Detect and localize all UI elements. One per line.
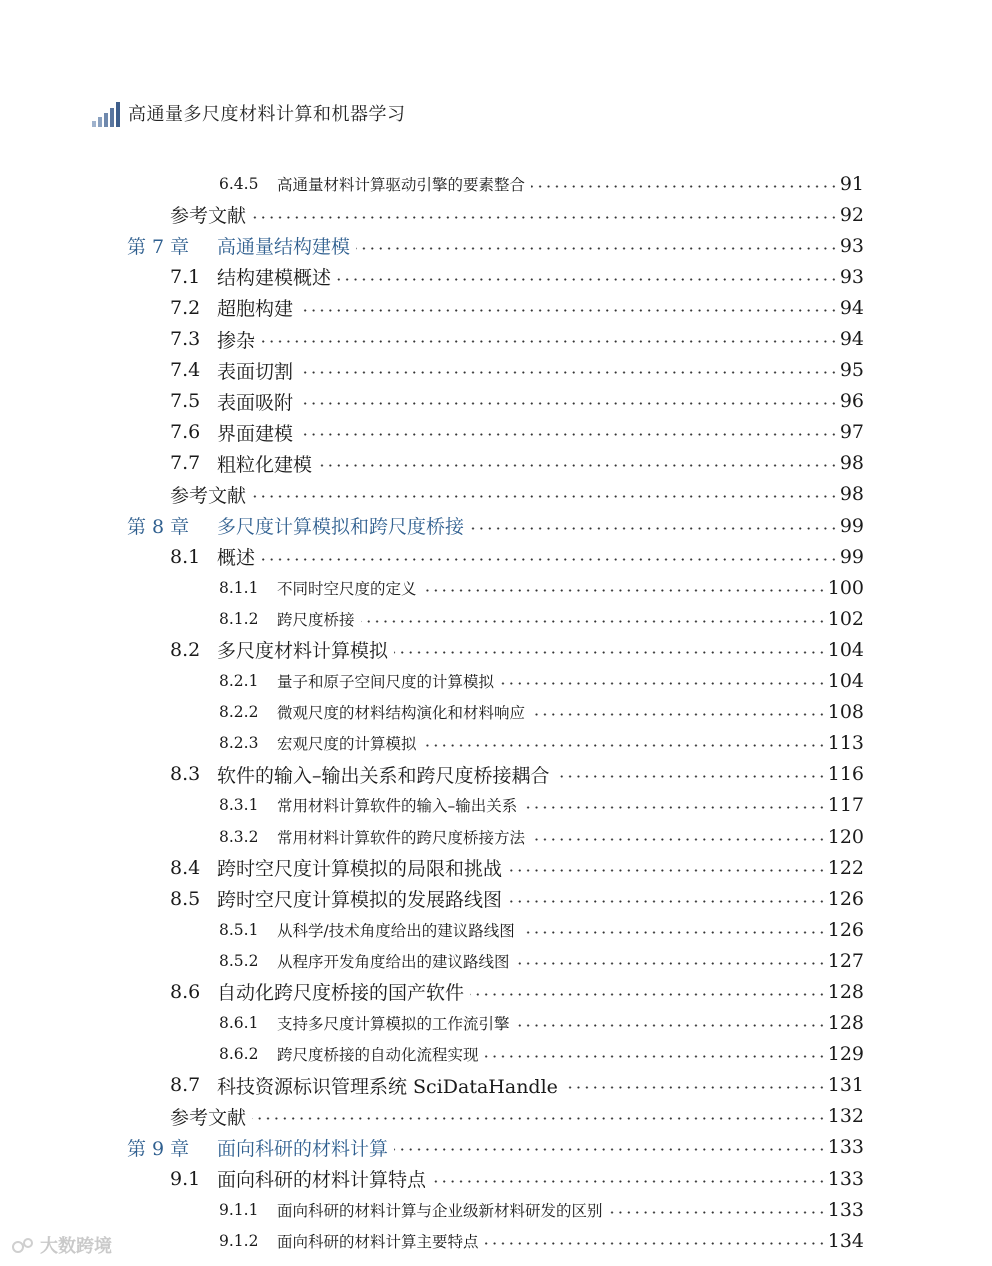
toc-page-number: 129	[827, 1043, 864, 1066]
toc-subsection-entry[interactable]	[0, 666, 992, 697]
toc-page-number: 127	[827, 949, 864, 972]
toc-subsection-entry[interactable]	[0, 697, 992, 728]
toc-page-number: 133	[827, 1136, 864, 1159]
toc-subsection-entry[interactable]	[0, 914, 992, 945]
toc-page-number: 97	[839, 421, 864, 444]
toc-dot-leader	[252, 216, 838, 219]
toc-section-entry[interactable]	[0, 199, 992, 230]
toc-entry-number: 9.1.2	[219, 1231, 259, 1250]
toc-page-number: 126	[827, 887, 864, 910]
book-title: 高通量多尺度材料计算和机器学习	[128, 104, 406, 125]
toc-page-number: 104	[827, 638, 864, 661]
toc-entry-number: 8.5.2	[219, 951, 259, 970]
toc-page-number: 120	[827, 825, 864, 848]
toc-chapter-entry[interactable]	[0, 1132, 992, 1163]
toc-subsection-entry[interactable]	[0, 945, 992, 976]
toc-section-entry[interactable]	[0, 852, 992, 883]
toc-entry-title: 粗粒化建模	[217, 450, 316, 477]
toc-entry-number: 7.1	[170, 265, 201, 288]
toc-entry-number: 8.6	[170, 980, 201, 1003]
toc-entry-number: 7.7	[170, 452, 201, 475]
toc-dot-leader	[508, 869, 826, 872]
toc-entry-number: 7.3	[170, 328, 201, 351]
toc-entry-title: 结构建模概述	[217, 263, 335, 290]
toc-entry-number: 9.1	[170, 1167, 201, 1190]
toc-entry-title: 自动化跨尺度桥接的国产软件	[217, 978, 468, 1005]
toc-dot-leader	[556, 775, 826, 778]
toc-section-entry[interactable]	[0, 323, 992, 354]
toc-section-entry[interactable]	[0, 355, 992, 386]
toc-section-entry[interactable]	[0, 479, 992, 510]
toc-page-number: 94	[839, 328, 864, 351]
toc-page-number: 99	[839, 545, 864, 568]
toc-entry-title: 界面建模	[217, 419, 297, 446]
watermark	[12, 1232, 112, 1258]
toc-entry-title: 参考文献	[170, 201, 250, 228]
toc-subsection-entry[interactable]	[0, 1194, 992, 1225]
toc-dot-leader	[337, 278, 838, 281]
toc-page-number: 133	[827, 1198, 864, 1221]
toc-section-entry[interactable]	[0, 634, 992, 665]
toc-entry-title: 表面吸附	[217, 388, 297, 415]
toc-entry-title: 掺杂	[217, 326, 259, 353]
toc-entry-number: 7.4	[170, 359, 201, 382]
toc-dot-leader	[508, 900, 826, 903]
toc-dot-leader	[485, 1242, 826, 1245]
toc-page-number: 128	[827, 980, 864, 1003]
toc-entry-title: 高通量材料计算驱动引擎的要素整合	[277, 173, 529, 195]
toc-subsection-entry[interactable]	[0, 168, 992, 199]
toc-page-number: 100	[827, 576, 864, 599]
toc-entry-number: 8.1.1	[219, 578, 259, 597]
toc-entry-number: 8.7	[170, 1074, 201, 1097]
toc-section-entry[interactable]	[0, 386, 992, 417]
toc-dot-leader	[470, 527, 838, 530]
toc-entry-title: 参考文献	[170, 1103, 250, 1130]
toc-dot-leader	[299, 433, 838, 436]
toc-dot-leader	[485, 1055, 826, 1058]
toc-entry-title: 从程序开发角度给出的建议路线图	[277, 950, 514, 972]
toc-entry-title: 跨尺度桥接的自动化流程实现	[277, 1043, 483, 1065]
toc-entry-title: 微观尺度的材料结构演化和材料响应	[277, 701, 529, 723]
toc-page-number: 95	[839, 359, 864, 382]
toc-entry-number: 8.6.1	[219, 1014, 259, 1033]
toc-entry-number: 7.6	[170, 421, 201, 444]
toc-entry-title: 宏观尺度的计算模拟	[277, 732, 421, 754]
toc-entry-number: 8.5	[170, 887, 201, 910]
toc-entry-title: 表面切割	[217, 357, 297, 384]
toc-entry-title: 量子和原子空间尺度的计算模拟	[277, 670, 498, 692]
toc-page-number: 98	[839, 483, 864, 506]
toc-entry-title: 参考文献	[170, 481, 250, 508]
toc-entry-number: 8.2.2	[219, 703, 259, 722]
toc-subsection-entry[interactable]	[0, 1039, 992, 1070]
toc-entry-title: 跨时空尺度计算模拟的局限和挑战	[217, 854, 506, 881]
toc-chapter-entry[interactable]	[0, 230, 992, 261]
toc-section-entry[interactable]	[0, 417, 992, 448]
toc-dot-leader	[531, 713, 826, 716]
toc-dot-leader	[261, 558, 838, 561]
toc-page-number: 92	[839, 203, 864, 226]
toc-entry-number: 8.1	[170, 545, 201, 568]
toc-entry-number: 8.6.2	[219, 1045, 259, 1064]
toc-dot-leader	[252, 1117, 826, 1120]
toc-section-entry[interactable]	[0, 292, 992, 323]
book-logo-icon	[92, 101, 120, 127]
toc-page-number: 104	[827, 670, 864, 693]
toc-page-number: 96	[839, 390, 864, 413]
toc-entry-number: 第 9 章	[127, 1137, 190, 1160]
toc-dot-leader	[423, 744, 826, 747]
toc-dot-leader	[252, 495, 838, 498]
toc-section-entry[interactable]	[0, 883, 992, 914]
toc-section-entry[interactable]	[0, 976, 992, 1007]
toc-entry-number: 8.2.1	[219, 672, 259, 691]
toc-entry-title: 面向科研的材料计算特点	[217, 1165, 430, 1192]
toc-section-entry[interactable]	[0, 759, 992, 790]
toc-entry-title: 跨时空尺度计算模拟的发展路线图	[217, 885, 506, 912]
toc-dot-leader	[531, 185, 838, 188]
toc-dot-leader	[432, 1180, 826, 1183]
toc-entry-number: 9.1.1	[219, 1200, 259, 1219]
toc-dot-leader	[531, 838, 826, 841]
toc-dot-leader	[299, 402, 838, 405]
toc-dot-leader	[299, 309, 838, 312]
toc-entry-title: 软件的输入–输出关系和跨尺度桥接耦合	[217, 761, 554, 788]
toc-page-number: 113	[827, 732, 864, 755]
toc-dot-leader	[516, 962, 826, 965]
toc-subsection-entry[interactable]	[0, 1225, 992, 1256]
toc-entry-number: 8.3.2	[219, 827, 259, 846]
toc-entry-title: 多尺度计算模拟和跨尺度桥接	[217, 512, 468, 539]
toc-dot-leader	[318, 464, 838, 467]
toc-entry-number: 8.4	[170, 856, 201, 879]
toc-section-entry[interactable]	[0, 261, 992, 292]
toc-entry-number: 8.2	[170, 638, 201, 661]
toc-entry-number: 8.1.2	[219, 609, 259, 628]
toc-dot-leader	[521, 931, 826, 934]
toc-page-number: 94	[839, 296, 864, 319]
toc-section-entry[interactable]	[0, 448, 992, 479]
toc-entry-title: 支持多尺度计算模拟的工作流引擎	[277, 1012, 514, 1034]
toc-entry-number: 8.2.3	[219, 734, 259, 753]
toc-chapter-entry[interactable]	[0, 510, 992, 541]
toc-dot-leader	[470, 993, 826, 996]
toc-subsection-entry[interactable]	[0, 603, 992, 634]
toc-entry-title: 科技资源标识管理系统 SciDataHandle	[217, 1072, 562, 1099]
toc-entry-title: 面向科研的材料计算与企业级新材料研发的区别	[277, 1199, 607, 1221]
toc-page-number: 131	[827, 1074, 864, 1097]
toc-page-number: 102	[827, 607, 864, 630]
toc-dot-leader	[299, 371, 838, 374]
toc-page-number: 116	[827, 763, 864, 786]
toc-page-number: 98	[839, 452, 864, 475]
toc-dot-leader	[423, 589, 826, 592]
toc-entry-title: 面向科研的材料计算主要特点	[277, 1230, 483, 1252]
toc-subsection-entry[interactable]	[0, 1008, 992, 1039]
toc-entry-title: 从科学/技术角度给出的建议路线图	[277, 919, 519, 941]
toc-dot-leader	[500, 682, 826, 685]
toc-page-number: 99	[839, 514, 864, 537]
toc-page-number: 108	[827, 701, 864, 724]
toc-section-entry[interactable]	[0, 1163, 992, 1194]
toc-entry-title: 多尺度材料计算模拟	[217, 636, 392, 663]
toc-subsection-entry[interactable]	[0, 790, 992, 821]
toc-page-number: 93	[839, 265, 864, 288]
toc-page-number: 126	[827, 918, 864, 941]
table-of-contents	[0, 168, 992, 1256]
toc-entry-number: 8.3	[170, 763, 201, 786]
toc-dot-leader	[361, 620, 826, 623]
toc-page-number: 128	[827, 1012, 864, 1035]
toc-section-entry[interactable]	[0, 1070, 992, 1101]
toc-entry-title: 高通量结构建模	[217, 232, 354, 259]
toc-dot-leader	[394, 1148, 826, 1151]
toc-section-entry[interactable]	[0, 541, 992, 572]
toc-page-number: 117	[827, 794, 864, 817]
toc-entry-title: 概述	[217, 543, 259, 570]
toc-dot-leader	[564, 1086, 826, 1089]
toc-entry-number: 6.4.5	[219, 174, 259, 193]
toc-entry-title: 超胞构建	[217, 294, 297, 321]
toc-dot-leader	[516, 1024, 826, 1027]
toc-entry-title: 面向科研的材料计算	[217, 1134, 392, 1161]
toc-page-number: 93	[839, 234, 864, 257]
toc-dot-leader	[356, 247, 838, 250]
toc-dot-leader	[523, 806, 826, 809]
watermark-logo-icon	[12, 1237, 34, 1253]
toc-dot-leader	[609, 1211, 826, 1214]
toc-entry-number: 7.2	[170, 296, 201, 319]
toc-page-number: 122	[827, 856, 864, 879]
toc-page-number: 132	[827, 1105, 864, 1128]
toc-section-entry[interactable]	[0, 1101, 992, 1132]
toc-page-number: 91	[839, 172, 864, 195]
toc-entry-number: 第 7 章	[127, 236, 190, 259]
toc-entry-number: 8.3.1	[219, 796, 259, 815]
toc-dot-leader	[261, 340, 838, 343]
toc-entry-title: 不同时空尺度的定义	[277, 577, 421, 599]
watermark-text: 大数跨境	[40, 1236, 112, 1257]
toc-entry-title: 常用材料计算软件的输入–输出关系	[277, 794, 521, 816]
toc-entry-number: 7.5	[170, 390, 201, 413]
toc-subsection-entry[interactable]	[0, 821, 992, 852]
toc-subsection-entry[interactable]	[0, 572, 992, 603]
toc-subsection-entry[interactable]	[0, 728, 992, 759]
running-header	[92, 97, 406, 127]
toc-entry-title: 常用材料计算软件的跨尺度桥接方法	[277, 826, 529, 848]
toc-page-number: 133	[827, 1167, 864, 1190]
toc-dot-leader	[394, 651, 826, 654]
toc-page-number: 134	[827, 1229, 864, 1252]
toc-entry-title: 跨尺度桥接	[277, 608, 359, 630]
toc-entry-number: 第 8 章	[127, 516, 190, 539]
toc-entry-number: 8.5.1	[219, 920, 259, 939]
